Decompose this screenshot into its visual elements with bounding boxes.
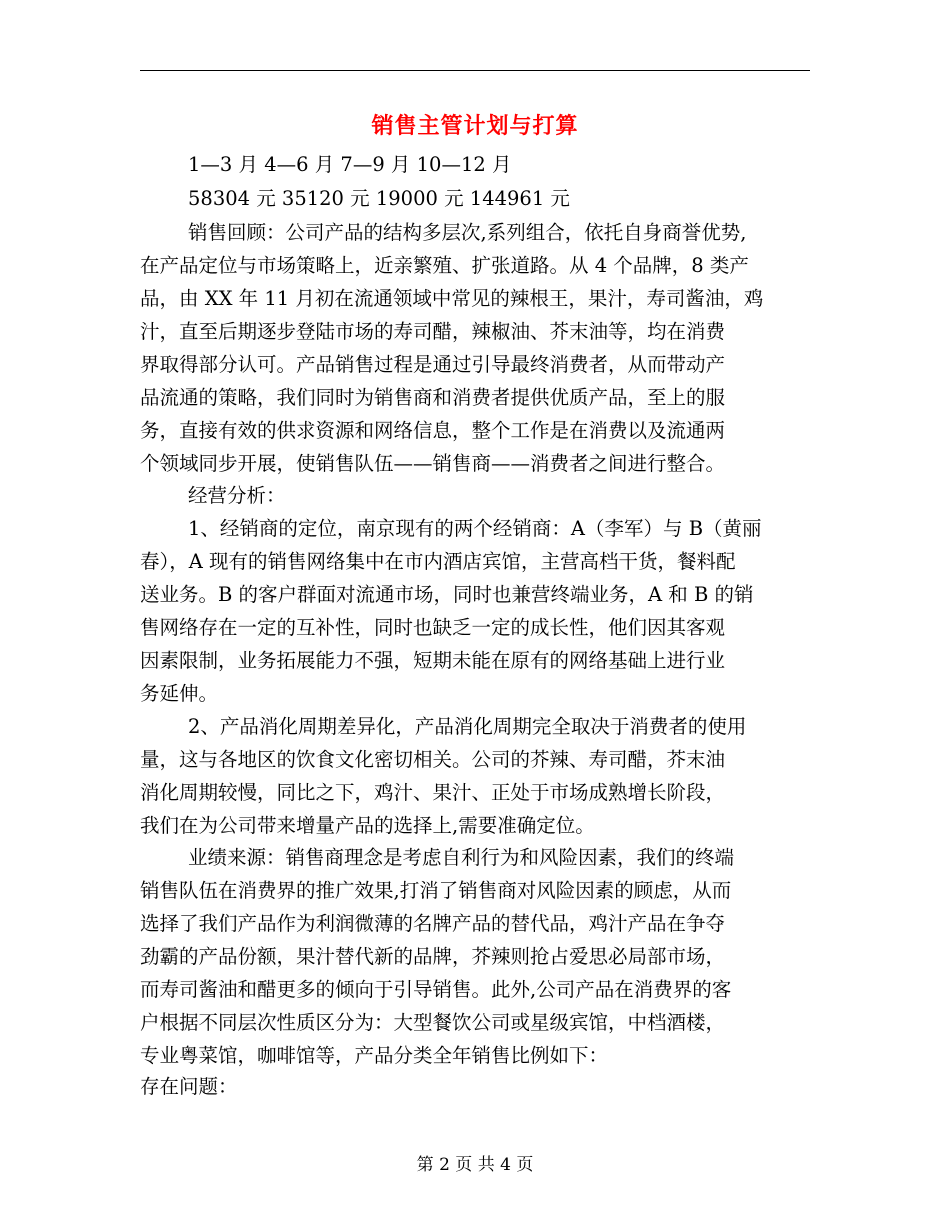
text-line: 业绩来源：销售商理念是考虑自利行为和风险因素，我们的终端 xyxy=(188,846,735,869)
document-title: 销售主管计划与打算 xyxy=(371,113,579,139)
text-line: 1、经销商的定位，南京现有的两个经销商：A（李军）与 B（黄丽 xyxy=(188,517,762,540)
text-line: 户根据不同层次性质区分为：大型餐饮公司或星级宾馆，中档酒楼， xyxy=(140,1011,726,1034)
text-line: 春），A 现有的销售网络集中在市内酒店宾馆，主营高档干货，餐料配 xyxy=(140,550,736,573)
text-line: 而寿司酱油和醋更多的倾向于引导销售。此外,公司产品在消费界的客 xyxy=(140,978,732,1001)
text-line: 选择了我们产品作为利润微薄的名牌产品的替代品，鸡汁产品在争夺 xyxy=(140,912,726,935)
text-line: 量，这与各地区的饮食文化密切相关。公司的芥辣、寿司醋，芥末油 xyxy=(140,748,726,771)
header-rule xyxy=(140,70,810,71)
text-line: 2、产品消化周期差异化，产品消化周期完全取决于消费者的使用 xyxy=(188,715,747,738)
text-line: 送业务。B 的客户群面对流通市场，同时也兼营终端业务，A 和 B 的销 xyxy=(140,583,754,606)
text-line: 经营分析： xyxy=(188,484,286,507)
text-line: 品，由 XX 年 11 月初在流通领域中常见的辣根王，果汁，寿司酱油，鸡 xyxy=(140,287,764,310)
text-line: 销售回顾：公司产品的结构多层次,系列组合，依托自身商誉优势, xyxy=(188,221,747,244)
text-line: 消化周期较慢，同比之下，鸡汁、果汁、正处于市场成熟增长阶段， xyxy=(140,781,726,804)
text-line: 专业粤菜馆，咖啡馆等，产品分类全年销售比例如下： xyxy=(140,1044,609,1067)
text-line: 个领域同步开展，使销售队伍——销售商——消费者之间进行整合。 xyxy=(140,452,726,475)
text-line: 务延伸。 xyxy=(140,682,219,705)
text-line: 品流通的策略，我们同时为销售商和消费者提供优质产品，至上的服 xyxy=(140,386,726,409)
text-line: 因素限制，业务拓展能力不强，短期未能在原有的网络基础上进行业 xyxy=(140,649,726,672)
text-line: 1—3 月 4—6 月 7—9 月 10—12 月 xyxy=(188,153,512,176)
text-line: 存在问题： xyxy=(140,1075,238,1098)
page-footer: 第 2 页 共 4 页 xyxy=(416,1155,534,1175)
text-line: 58304 元 35120 元 19000 元 144961 元 xyxy=(188,187,570,210)
text-line: 汁，直至后期逐步登陆市场的寿司醋，辣椒油、芥末油等，均在消费 xyxy=(140,320,726,343)
text-line: 务，直接有效的供求资源和网络信息，整个工作是在消费以及流通两 xyxy=(140,419,726,442)
text-line: 我们在为公司带来增量产品的选择上,需要准确定位。 xyxy=(140,814,595,837)
text-line: 界取得部分认可。产品销售过程是通过引导最终消费者，从而带动产 xyxy=(140,353,726,376)
text-line: 在产品定位与市场策略上，近亲繁殖、扩张道路。从 4 个品牌，8 类产 xyxy=(140,254,749,277)
text-line: 销售队伍在消费界的推广效果,打消了销售商对风险因素的顾虑，从而 xyxy=(140,879,732,902)
text-line: 售网络存在一定的互补性，同时也缺乏一定的成长性，他们因其客观 xyxy=(140,616,726,639)
text-line: 劲霸的产品份额，果汁替代新的品牌，芥辣则抢占爱思必局部市场， xyxy=(140,945,726,968)
